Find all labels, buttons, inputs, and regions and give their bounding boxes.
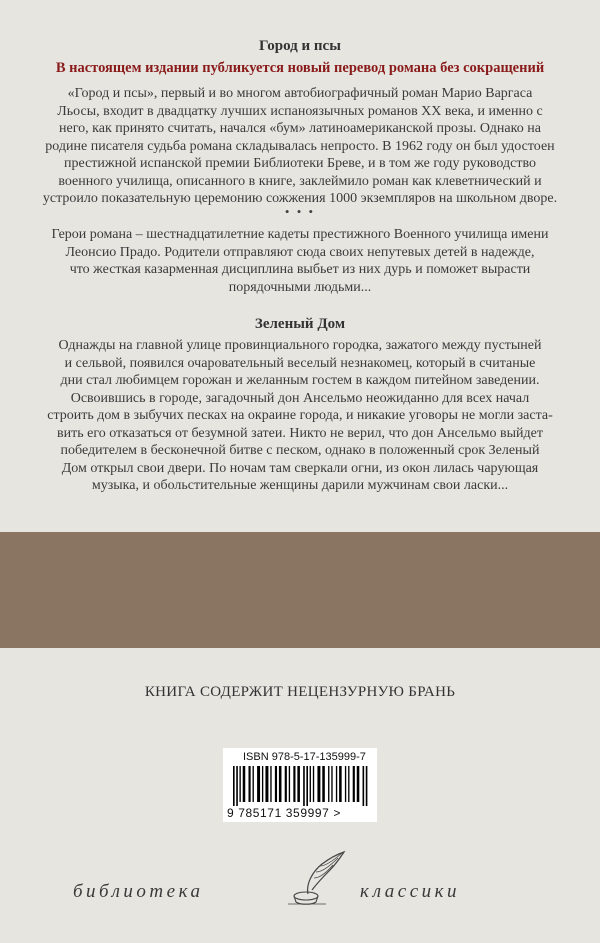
brown-band — [0, 532, 600, 648]
barcode-bar — [328, 766, 329, 802]
barcode-bar — [336, 766, 337, 802]
book2-annotation — [30, 337, 570, 495]
barcode-label — [223, 748, 377, 822]
barcode-bar — [339, 766, 342, 802]
barcode-bar — [313, 766, 314, 802]
section-separator: • • • — [284, 204, 316, 219]
book2-title: Зеленый Дом — [254, 316, 346, 332]
barcode-bar — [322, 766, 325, 802]
barcode-bar — [297, 766, 300, 802]
text-line: родине писателя судьба романа складывалась непросто. В 1962 году он был удостоен — [45, 138, 555, 154]
text-line: что жесткая казарменная дисциплина выбьет из них дурь и поможет вырасти — [69, 262, 531, 277]
barcode-bar — [236, 766, 238, 806]
barcode-bar — [243, 766, 246, 802]
barcode-bar — [239, 766, 240, 802]
barcode-bar — [275, 766, 277, 802]
barcode-bar — [345, 766, 346, 802]
barcode-bar — [279, 766, 282, 802]
text-line: Однажды на главной улице провинциального городка, зажатого между пустыней — [58, 338, 542, 353]
barcode-bar — [248, 766, 250, 802]
text-line: музыка, и обольстительные женщины дарили мужчинам свои ласки... — [91, 478, 509, 493]
barcode-bar — [285, 766, 287, 802]
quill-inkwell-icon — [286, 848, 348, 906]
text-line: Дом открыл свои двери. По ночам там сверкали огни, из окон лилась чарующая — [61, 460, 539, 476]
series-name-right: классики — [360, 881, 461, 902]
barcode-bar — [357, 766, 360, 802]
barcode-bar — [310, 766, 311, 802]
text-line: строить дом в зыбучих песках на окраине города, и никакие уговоры не могли заста- — [47, 408, 553, 423]
content-warning: КНИГА СОДЕРЖИТ НЕЦЕНЗУРНУЮ БРАНЬ — [144, 684, 456, 700]
text-line: устроило показательную церемонию сожжения 1000 экземпляров на школьном дворе. — [42, 191, 558, 206]
barcode-bar — [233, 766, 235, 806]
barcode-bar — [289, 766, 290, 802]
barcode-bar — [265, 766, 268, 802]
text-line: Герои романа – шестнадцатилетние кадеты престижного Военного училища имени — [51, 227, 549, 242]
barcode-bar — [262, 766, 263, 802]
text-line: и сельвой, появился очаровательный веселый незнакомец, который в считаные — [64, 355, 536, 371]
isbn-text: ISBN 978-5-17-135999-7 — [243, 751, 366, 763]
barcode-bar — [331, 766, 332, 802]
text-line: военного училища, описанного в книге, заклеймило роман как клеветнический и — [58, 173, 542, 189]
text-line: победителем в бесконечной битве с песком, однако в положенный срок Зеленый — [60, 443, 540, 458]
barcode-bar — [270, 766, 271, 802]
book1-annotation — [30, 85, 570, 208]
text-line: вить его отказаться от безумной затеи. Никто не верил, что дон Ансельмо выйдет — [57, 425, 543, 441]
text-line: дни стал любимцем горожан и желанным гостем в каждом питейном заведении. — [60, 373, 540, 388]
barcode-bar — [303, 766, 305, 806]
barcode-bar — [348, 766, 349, 802]
barcode-bar — [257, 766, 260, 802]
text-line: порядочными людьми... — [228, 279, 372, 295]
text-line: «Город и псы», первый и во многом автобиографичный роман Марио Варгаса — [67, 86, 533, 101]
barcode-bar — [317, 766, 320, 802]
barcode-bar — [363, 766, 365, 806]
text-line: престижной испанской премии Библиотеки Бреве, и в том же году руководство — [64, 156, 536, 171]
text-line: Освоившись в городе, загадочный дон Ансельмо неожиданно для всех начал — [70, 390, 530, 406]
book1-subtitle: В настоящем издании публикуется новый перевод романа без сокращений — [55, 60, 545, 76]
series-name-left: библиотека — [73, 881, 204, 902]
barcode-bars — [233, 766, 369, 806]
barcode-bar — [293, 766, 295, 802]
text-line: Леонсио Прадо. Родители отправляют сюда своих непутевых детей в надежде, — [65, 244, 535, 260]
text-line: Льосы, входит в двадцатку лучших испаноязычных романов XX века, и именно с — [57, 103, 543, 119]
barcode-bar — [366, 766, 368, 806]
barcode-number: 9 785171 359997 > — [227, 806, 341, 820]
barcode-bar — [353, 766, 355, 802]
book1-plot — [30, 226, 570, 296]
book1-title: Город и псы — [259, 38, 341, 54]
barcode-bar — [253, 766, 254, 802]
barcode-bar — [306, 766, 308, 806]
text-line: него, как принято считать, начался «бум» латиноамериканской прозы. Однако на — [59, 121, 541, 136]
